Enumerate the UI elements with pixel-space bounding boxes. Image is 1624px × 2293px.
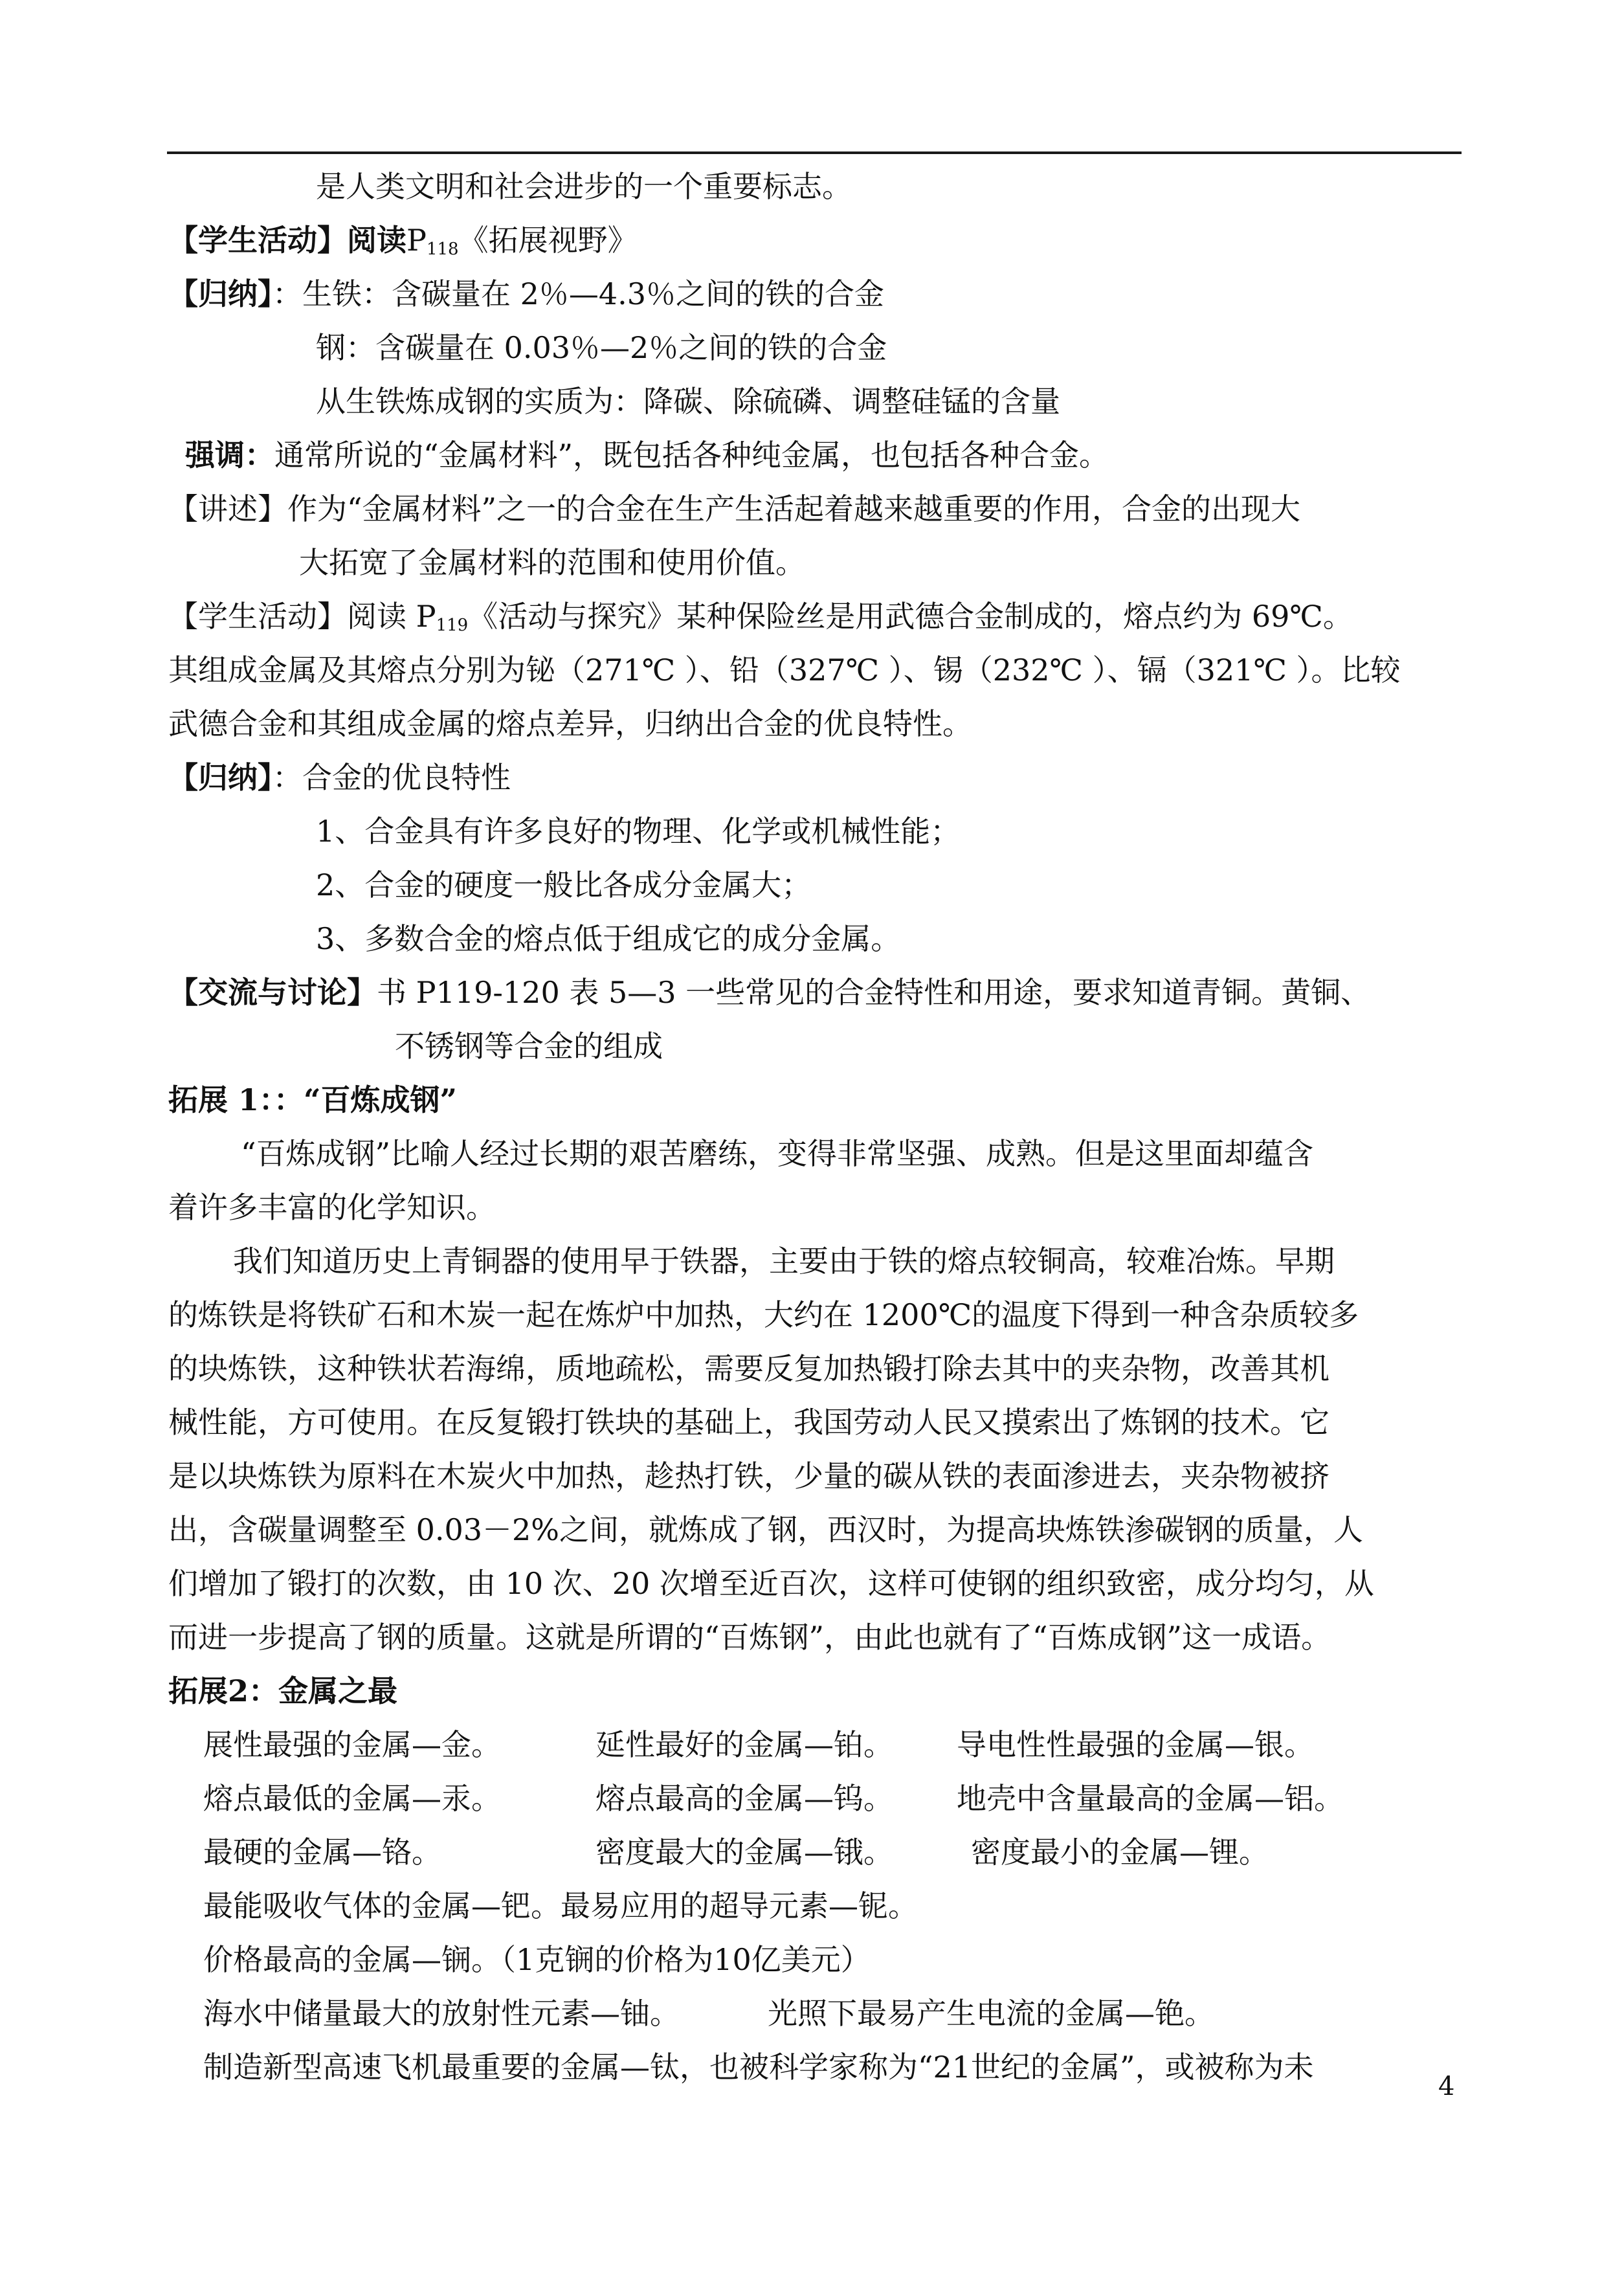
section-heading: 拓展 1：：“百炼成钢” [168,1082,457,1117]
paragraph-line: 着许多丰富的化学知识。 [168,1190,496,1225]
text-line [168,221,638,260]
section-tag: 【归纳】 [168,276,273,311]
text-line: 【讲述】作为“金属材料”之一的合金在生产生活起着越来越重要的作用，合金的出现大 [168,491,1301,526]
text-line [168,758,511,797]
text-line: 武德合金和其组成金属的熔点差异，归纳出合金的优良特性。 [168,706,972,741]
paragraph-line: 而进一步提高了钢的质量。这就是所谓的“百炼钢”，由此也就有了“百炼成钢”这一成语。 [168,1620,1331,1655]
section-tag: 【交流与讨论】 [168,975,377,1010]
subscript: 119 [436,616,469,635]
paragraph-line: 我们知道历史上青铜器的使用早于铁器，主要由于铁的熔点较铜高，较难冶炼。早期 [233,1244,1335,1279]
text-span: 通常所说的“金属材料”，既包括各种纯金属，也包括各种合金。 [274,438,1109,473]
section-tag: 【学生活动】阅读 [168,223,406,258]
paragraph-line: “百炼成钢”比喻人经过长期的艰苦磨练，变得非常坚强、成熟。但是这里面却蕴含 [241,1136,1314,1171]
text-span: 《活动与探究》某种保险丝是用武德合金制成的，熔点约为 69℃。 [468,599,1353,634]
paragraph-line: 们增加了锻打的次数，由 10 次、20 次增至近百次，这样可使钢的组织致密，成分均匀，从 [168,1566,1374,1601]
section-tag: 【归纳】 [168,760,273,795]
page-number: 4 [1438,2072,1455,2101]
fact-item: 光照下最易产生电流的金属—铯。 [768,1996,1214,2031]
text-span: 书 P119-120 表 5—3 一些常见的合金特性和用途，要求知道青铜。黄铜、 [377,975,1371,1010]
text-line: 钢：含碳量在 0.03％—2％之间的铁的合金 [316,330,887,365]
paragraph-line: 械性能，方可使用。在反复锻打铁块的基础上，我国劳动人民又摸索出了炼钢的技术。它 [168,1405,1329,1440]
list-item: 3、多数合金的熔点低于组成它的成分金属。 [316,921,901,956]
paragraph-line: 的块炼铁，这种铁状若海绵，质地疏松，需要反复加热锻打除去其中的夹杂物，改善其机 [168,1351,1329,1386]
text-line [168,274,884,313]
fact-item: 最硬的金属—铬。 [203,1835,441,1870]
fact-item: 密度最小的金属—锂。 [971,1835,1269,1870]
fact-item: 最能吸收气体的金属—钯。最易应用的超导元素—铌。 [203,1888,918,1923]
fact-item: 价格最高的金属—锎。（1克锎的价格为10亿美元） [203,1942,871,1977]
text-line: 不锈钢等合金的组成 [395,1029,663,1064]
fact-item: 展性最强的金属—金。 [203,1727,501,1762]
text-span: ：生铁：含碳量在 2％—4.3％之间的铁的合金 [273,276,885,311]
section-tag: 强调： [185,438,274,473]
text-span: 【学生活动】阅读 P [168,599,436,634]
paragraph-line: 是以块炼铁为原料在木炭火中加热，趁热打铁，少量的碳从铁的表面渗进去，夹杂物被挤 [168,1459,1329,1493]
text-line [168,597,1353,636]
fact-item: 导电性性最强的金属—银。 [957,1727,1314,1762]
fact-item: 制造新型高速飞机最重要的金属—钛，也被科学家称为“21世纪的金属”，或被称为未 [203,2050,1314,2085]
fact-item: 海水中储量最大的放射性元素—铀。 [203,1996,680,2031]
text-span: P [406,223,427,258]
paragraph-line: 的炼铁是将铁矿石和木炭一起在炼炉中加热，大约在 1200℃的温度下得到一种含杂质较多 [168,1297,1359,1332]
paragraph-line: 出，含碳量调整至 0.03－2%之间，就炼成了钢，西汉时，为提高块炼铁渗碳钢的质量，人 [168,1512,1364,1547]
text-span: ：合金的优良特性 [273,760,511,795]
subscript: 118 [426,240,459,259]
fact-item: 延性最好的金属—铂。 [595,1727,893,1762]
fact-item: 地壳中含量最高的金属—铝。 [957,1781,1344,1816]
text-line: 大拓宽了金属材料的范围和使用价值。 [299,545,805,580]
fact-item: 密度最大的金属—锇。 [595,1835,893,1870]
fact-item: 熔点最低的金属—汞。 [203,1781,501,1816]
fact-item: 熔点最高的金属—钨。 [595,1781,893,1816]
text-line [168,973,1370,1012]
list-item: 1、合金具有许多良好的物理、化学或机械性能； [316,814,961,849]
list-item: 2、合金的硬度一般比各成分金属大； [316,867,812,902]
text-line [185,436,1109,475]
text-line: 从生铁炼成钢的实质为：降碳、除硫磷、调整硅锰的含量 [316,384,1060,419]
section-heading: 拓展2：金属之最 [168,1673,398,1708]
header-rule [167,151,1462,154]
text-line: 其组成金属及其熔点分别为铋（271℃ ）、铅（327℃ ）、锡（232℃ ）、镉（321℃ ）。比较 [168,653,1401,688]
text-line: 是人类文明和社会进步的一个重要标志。 [316,169,852,204]
text-span: 《拓展视野》 [458,223,638,258]
